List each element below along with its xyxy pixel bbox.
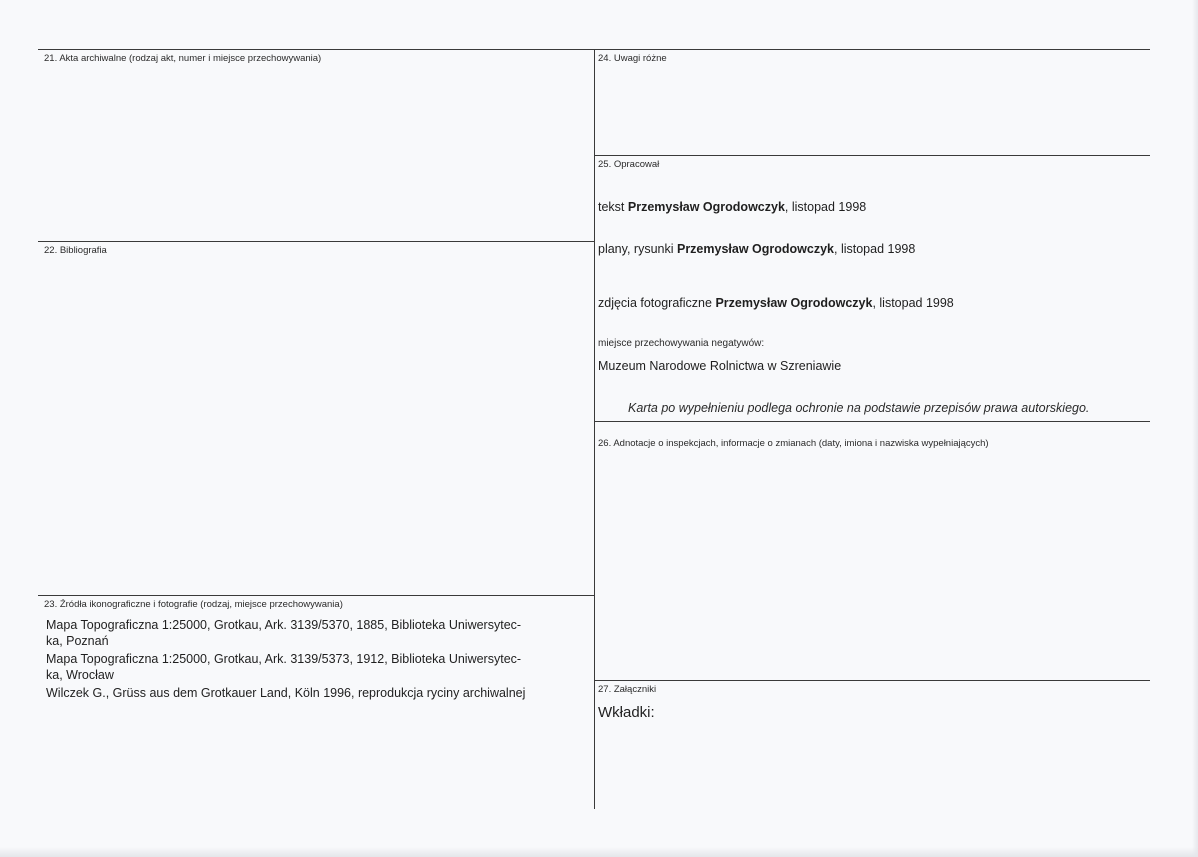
field-22-label: 22. Bibliografia [44, 245, 107, 256]
field-25-label: 25. Opracował [598, 159, 660, 170]
field-27-content: Wkładki: [598, 704, 655, 721]
field-21-top-rule [38, 49, 594, 50]
field-23-line-3: Mapa Topograficzna 1:25000, Grotkau, Ark. 3139/5373, 1912, Biblioteka Uniwersytec- [46, 652, 522, 666]
field-23-line-1: Mapa Topograficzna 1:25000, Grotkau, Ark. 3139/5370, 1885, Biblioteka Uniwersytec- [46, 618, 522, 632]
photos-credit-prefix: zdjęcia fotograficzne [598, 296, 712, 310]
field-25-photos-credit [598, 295, 954, 311]
field-22-top-rule [38, 241, 594, 242]
field-24-label: 24. Uwagi różne [598, 53, 667, 64]
field-27-top-rule [594, 680, 1150, 681]
field-23-top-rule [38, 595, 594, 596]
field-23-line-5: Wilczek G., Grüss aus dem Grotkauer Land, Köln 1996, reprodukcja ryciny archiwalnej [46, 686, 526, 700]
field-26-label: 26. Adnotacje o inspekcjach, informacje o zmianach (daty, imiona i nazwiska wypełniających) [598, 438, 989, 449]
field-23-label: 23. Źródła ikonograficzne i fotografie (rodzaj, miejsce przechowywania) [44, 599, 343, 610]
paper-edge-shadow-bottom [0, 847, 1198, 857]
field-23-line-2: ka, Poznań [46, 634, 109, 648]
field-26-top-rule [594, 421, 1150, 422]
negatives-location-value: Muzeum Narodowe Rolnictwa w Szreniawie [598, 359, 842, 373]
text-credit-author: Przemysław Ogrodowczyk [627, 200, 785, 214]
field-27-label: 27. Załączniki [598, 684, 657, 695]
field-23-line-4: ka, Wrocław [46, 668, 114, 682]
field-25-top-rule [594, 155, 1150, 156]
field-24-top-rule [594, 49, 1150, 50]
field-25-text-credit [598, 199, 866, 215]
column-divider [594, 49, 595, 809]
text-credit-date: , listopad 1998 [784, 200, 867, 214]
plans-credit-date: , listopad 1998 [834, 242, 916, 256]
photos-credit-author: Przemysław Ogrodowczyk [715, 296, 873, 310]
plans-credit-prefix: plany, rysunki [598, 242, 674, 256]
plans-credit-author: Przemysław Ogrodowczyk [676, 242, 834, 256]
paper-edge-shadow-right [1192, 0, 1198, 857]
photos-credit-date: , listopad 1998 [872, 296, 954, 310]
text-credit-prefix: tekst [598, 200, 625, 214]
copyright-notice: Karta po wypełnieniu podlega ochronie na podstawie przepisów prawa autorskiego. [628, 401, 1090, 415]
field-21-label: 21. Akta archiwalne (rodzaj akt, numer i miejsce przechowywania) [44, 53, 322, 64]
field-25-plans-credit [598, 241, 915, 257]
negatives-location-label: miejsce przechowywania negatywów: [598, 338, 765, 349]
